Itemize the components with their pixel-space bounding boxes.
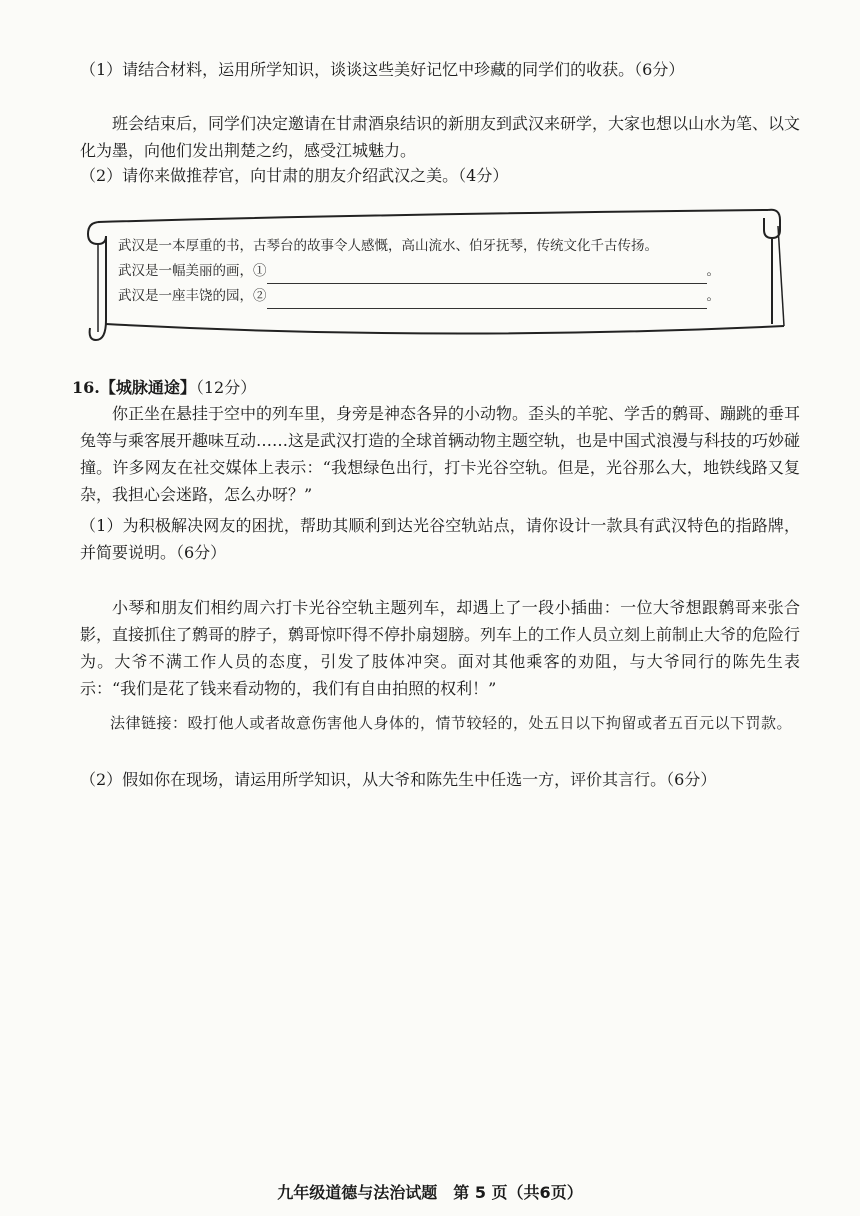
page-footer: 九年级道德与法治试题 第 5 页（共6页） xyxy=(277,1183,583,1202)
scroll-line-1: 武汉是一本厚重的书，古琴台的故事令人感慨，高山流水、伯牙抚琴，传统文化千古传扬。 xyxy=(118,238,658,254)
answer-blank-2[interactable] xyxy=(267,290,707,309)
recommendation-scroll xyxy=(78,200,790,350)
q16-sub1: （1）为积极解决网友的困扰，帮助其顺利到达光谷空轨站点，请你设计一款具有武汉特色的指路牌，并简要说明。（6分） xyxy=(80,516,800,562)
q15-sub1: （1）请结合材料，运用所学知识，谈谈这些美好记忆中珍藏的同学们的收获。（6分） xyxy=(80,60,685,79)
q16-number: 16. xyxy=(72,378,100,397)
q16-material-1: 你正坐在悬挂于空中的列车里，身旁是神态各异的小动物。歪头的羊驼、学舌的鹩哥、蹦跳的垂耳兔等与乘客展开趣味互动……这是武汉打造的全球首辆动物主题空轨，也是中国式浪漫与科技的巧妙碰撞。许多网友在社交媒体上表示：“我想绿色出行，打卡光谷空轨。但是，光谷那么大，地铁线路又复杂，我担心会迷路，怎么办呀？” xyxy=(80,404,801,504)
q16-sub2: （2）假如你在现场，请运用所学知识，从大爷和陈先生中任选一方，评价其言行。（6分） xyxy=(80,770,717,789)
scroll-line-2 xyxy=(118,259,758,284)
answer-blank-1[interactable] xyxy=(267,265,707,284)
scroll-line-3 xyxy=(118,284,758,309)
scroll-line-2-prefix: 武汉是一幅美丽的画，① xyxy=(118,263,267,279)
q16-law-link: 法律链接：殴打他人或者故意伤害他人身体的，情节较轻的，处五日以下拘留或者五百元以下罚款。 xyxy=(110,714,793,732)
q16-title: 【城脉通途】 xyxy=(99,378,196,397)
q16-heading xyxy=(72,374,792,401)
scroll-line-2-end: 。 xyxy=(706,263,720,279)
q15-sub2: （2）请你来做推荐官，向甘肃的朋友介绍武汉之美。（4分） xyxy=(80,166,509,185)
scroll-line-3-end: 。 xyxy=(706,288,720,304)
scroll-line-3-prefix: 武汉是一座丰饶的园，② xyxy=(118,288,267,304)
q16-score: （12分） xyxy=(195,378,257,397)
q16-material-2: 小琴和朋友们相约周六打卡光谷空轨主题列车，却遇上了一段小插曲：一位大爷想跟鹩哥来张合影，直接抓住了鹩哥的脖子，鹩哥惊吓得不停扑扇翅膀。列车上的工作人员立刻上前制止大爷的危险行为。大爷不满工作人员的态度，引发了肢体冲突。面对其他乘客的劝阻，与大爷同行的陈先生表示：“我们是花了钱来看动物的，我们有自由拍照的权利！” xyxy=(80,598,801,698)
q15-material: 班会结束后，同学们决定邀请在甘肃酒泉结识的新朋友到武汉来研学，大家也想以山水为笔、以文化为墨，向他们发出荆楚之约，感受江城魅力。 xyxy=(80,114,801,160)
